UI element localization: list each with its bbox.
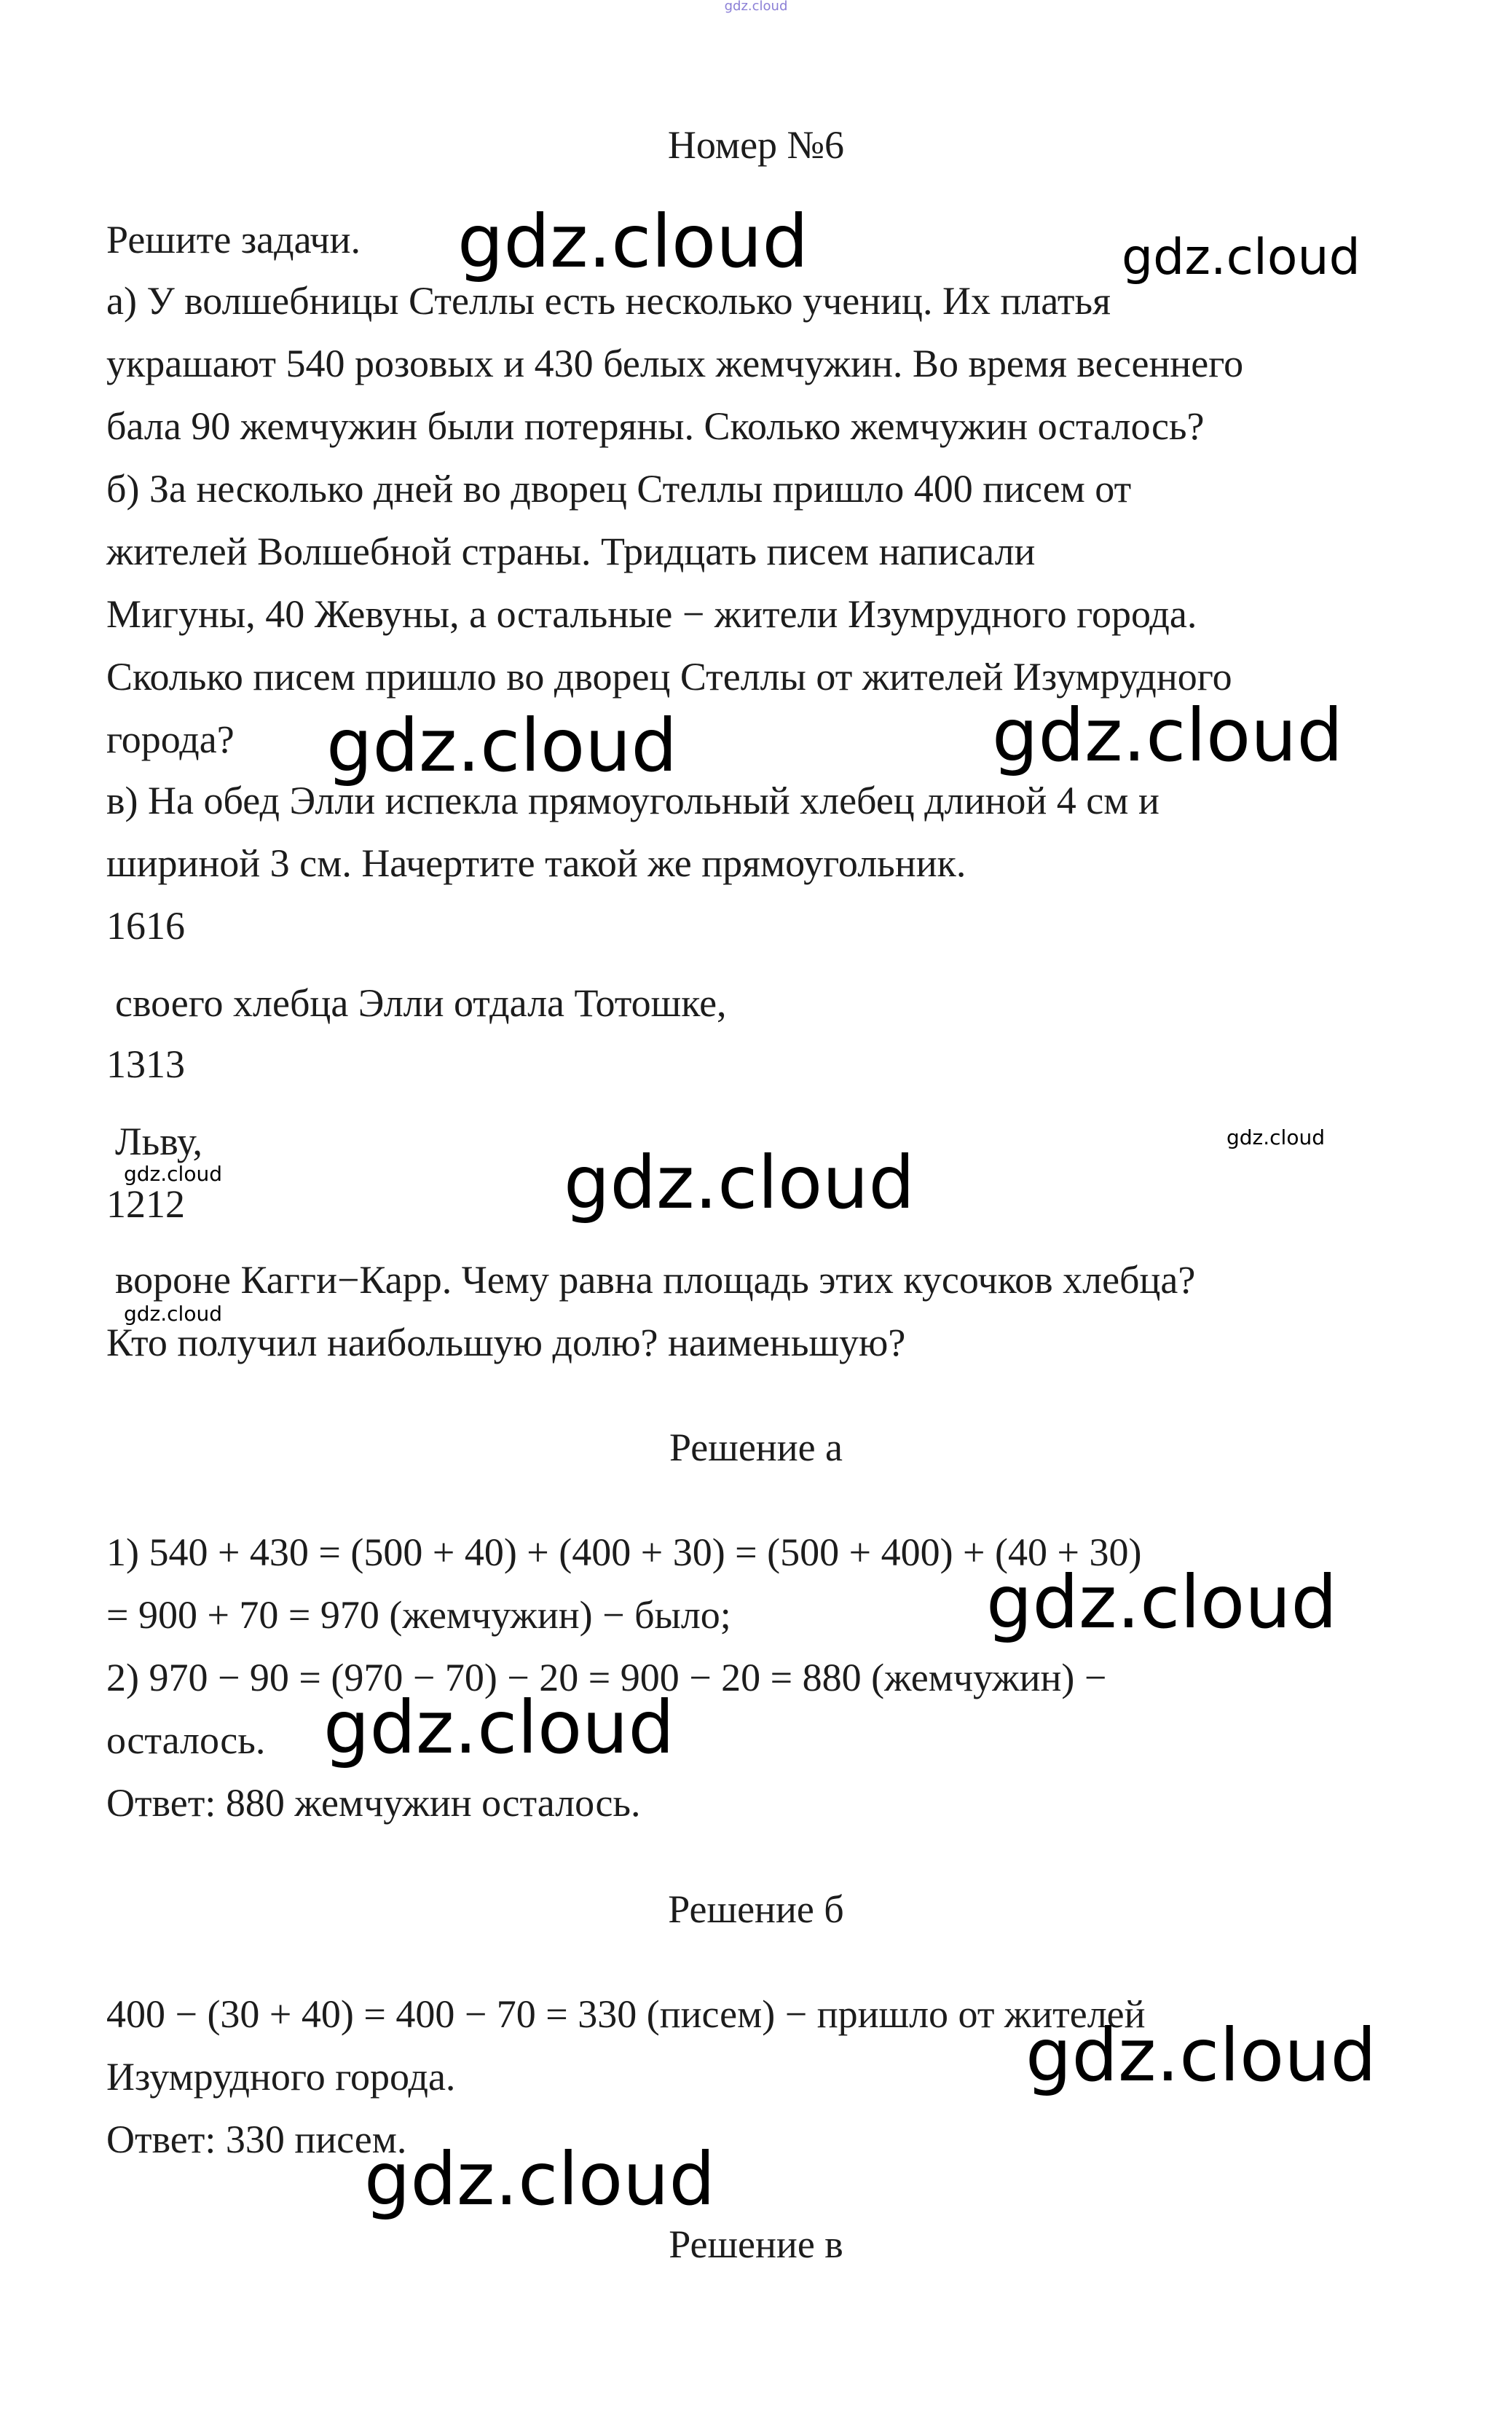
solution-a-line-4: осталось. [106, 1718, 266, 1762]
task-intro: Решите задачи. [106, 218, 361, 262]
task-c-line-1: в) На обед Элли испекла прямоугольный хлебец длиной 4 см и [106, 779, 1159, 822]
task-c-text-4: Кто получил наибольшую долю? наименьшую? [106, 1321, 906, 1364]
task-c-text-1: своего хлебца Элли отдала Тотошке, [115, 981, 727, 1025]
solution-b-line-1: 400 − (30 + 40) = 400 − 70 = 330 (писем) − пришло от жителей [106, 1992, 1146, 2036]
solution-a-answer: Ответ: 880 жемчужин осталось. [106, 1781, 641, 1825]
solution-a-line-1: 1) 540 + 430 = (500 + 40) + (400 + 30) = (500 + 400) + (40 + 30) [106, 1530, 1142, 1574]
task-b-line-2: жителей Волшебной страны. Тридцать писем написали [106, 530, 1036, 573]
watermark: gdz.cloud [986, 1560, 1338, 1645]
watermark: gdz.cloud [1122, 229, 1361, 286]
fraction-1: 1616 [106, 904, 185, 948]
task-c-text-2: Льву, [115, 1120, 202, 1163]
solution-b-answer: Ответ: 330 писем. [106, 2118, 407, 2161]
watermark: gdz.cloud [564, 1140, 916, 1225]
task-a-line-1: а) У волшебницы Стеллы есть несколько учениц. Их платья [106, 279, 1111, 323]
task-a-line-2: украшают 540 розовых и 430 белых жемчужин. Во время весеннего [106, 342, 1244, 385]
watermark: gdz.cloud [1226, 1125, 1325, 1149]
solution-c-heading: Решение в [669, 2222, 843, 2266]
watermark: gdz.cloud [1025, 2013, 1377, 2098]
task-c-text-3: вороне Кагги−Карр. Чему равна площадь этих кусочков хлебца? [115, 1258, 1196, 1302]
solution-b-line-2: Изумрудного города. [106, 2055, 456, 2099]
watermark: gdz.cloud [326, 703, 678, 788]
solution-b-heading: Решение б [668, 1887, 844, 1931]
fraction-3: 1212 [106, 1182, 185, 1226]
solution-a-line-2: = 900 + 70 = 970 (жемчужин) − было; [106, 1593, 731, 1637]
solution-a-heading: Решение а [669, 1426, 843, 1469]
watermark: gdz.cloud [992, 693, 1344, 778]
task-b-line-3: Мигуны, 40 Жевуны, а остальные − жители Изумрудного города. [106, 592, 1197, 636]
watermark: gdz.cloud [364, 2136, 716, 2222]
task-a-line-3: бала 90 жемчужин были потеряны. Сколько жемчужин осталось? [106, 404, 1205, 448]
task-b-line-4: Сколько писем пришло во дворец Стеллы от жителей Изумрудного [106, 655, 1232, 699]
top-watermark: gdz.cloud [724, 0, 788, 14]
watermark: gdz.cloud [457, 199, 809, 284]
watermark: gdz.cloud [124, 1162, 222, 1186]
page-title: Номер №6 [667, 123, 845, 167]
watermark: gdz.cloud [124, 1302, 222, 1326]
fraction-2: 1313 [106, 1042, 185, 1086]
task-b-line-1: б) За несколько дней во дворец Стеллы пришло 400 писем от [106, 467, 1132, 511]
solution-a-line-3: 2) 970 − 90 = (970 − 70) − 20 = 900 − 20 = 880 (жемчужин) − [106, 1656, 1107, 1699]
task-b-line-5: города? [106, 717, 235, 761]
watermark: gdz.cloud [323, 1685, 675, 1770]
task-c-line-2: шириной 3 см. Начертите такой же прямоугольник. [106, 841, 966, 885]
